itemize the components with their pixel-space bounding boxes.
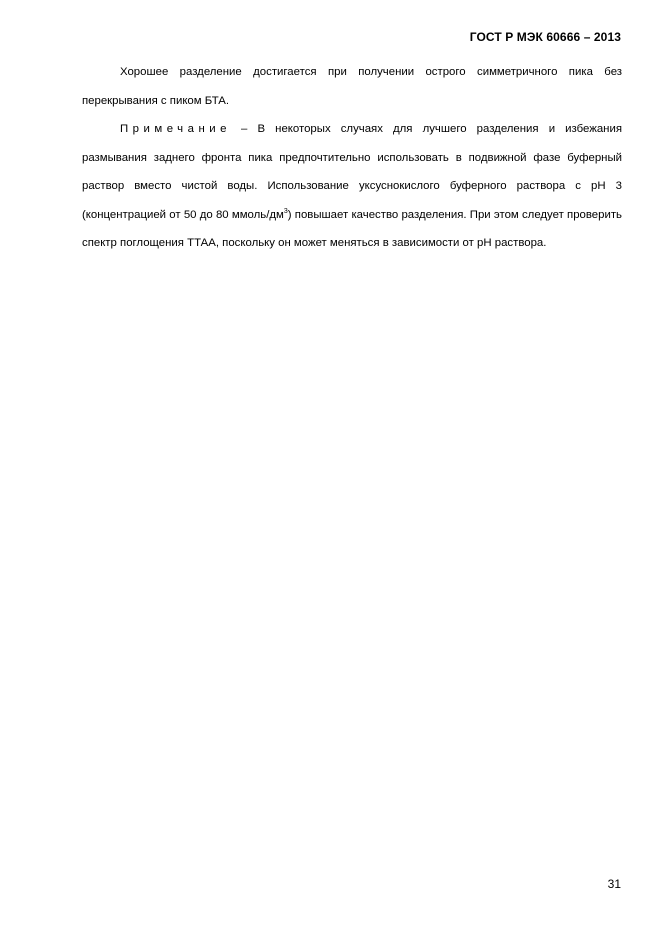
note-label: Примечание [120, 123, 231, 135]
note-text-after: ) повышает качество разделения. При этом следует проверить спектр поглощения ТТАА, поскольку он может меняться в зависимости от рН раствора. [82, 208, 622, 249]
page-number: 31 [607, 877, 621, 891]
standard-code-header: ГОСТ Р МЭК 60666 – 2013 [469, 30, 621, 44]
note-text-before: – В некоторых случаях для лучшего разделения и избежания размывания заднего фронта пика предпочтительно использовать в подвижной фазе буферный раствор вместо чистой воды. Использование уксуснокислого буферного раствора с рН 3 (концентрацией от 50 до 80 ммоль/дм [82, 123, 622, 221]
note-superscript: 3 [283, 207, 288, 215]
document-body [82, 58, 622, 258]
note-paragraph [82, 115, 622, 258]
paragraph-separation: Хорошее разделение достигается при получении острого симметричного пика без перекрывания с пиком БТА. [82, 66, 622, 107]
